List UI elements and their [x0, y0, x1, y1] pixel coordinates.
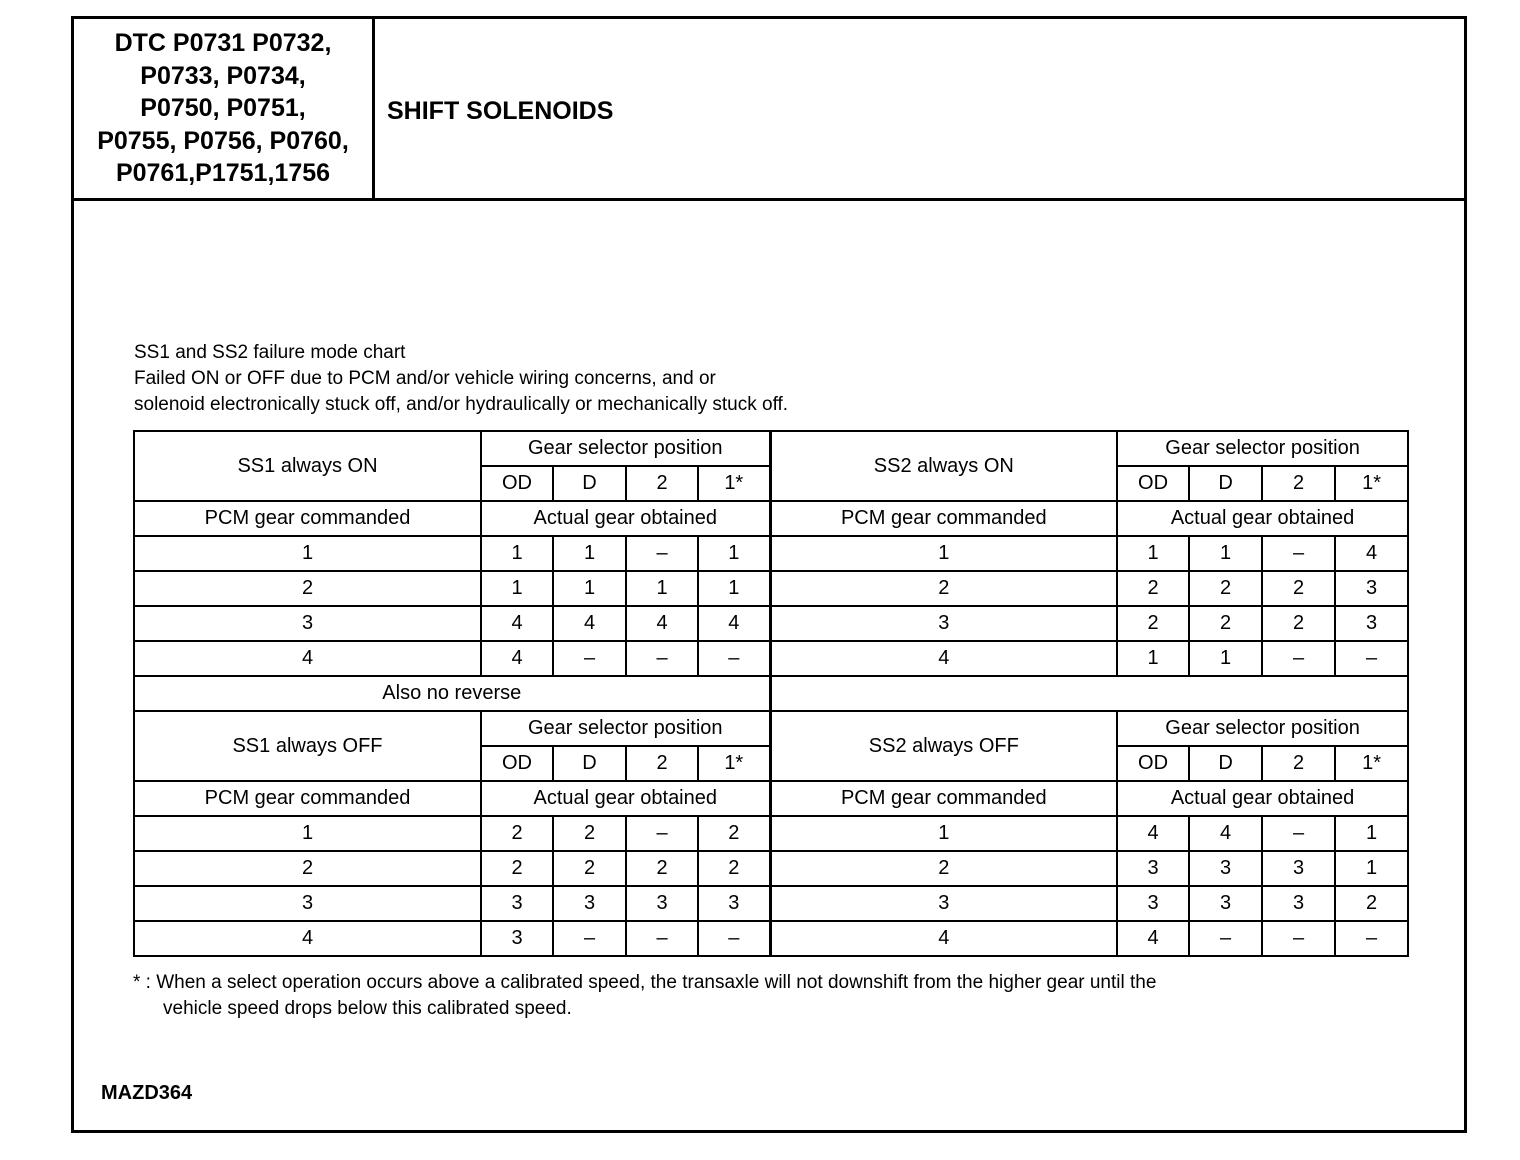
table-cell: 1 — [698, 571, 770, 606]
position-d: D — [553, 466, 626, 501]
table-cell: 2 — [770, 571, 1117, 606]
table-cell: 3 — [770, 886, 1117, 921]
description-line: SS1 and SS2 failure mode chart — [134, 342, 406, 363]
table-cell: 4 — [698, 606, 770, 641]
table-cell: 2 — [1189, 571, 1262, 606]
table-cell: 2 — [1262, 606, 1335, 641]
table-row — [134, 886, 1408, 921]
table-cell: 2 — [770, 851, 1117, 886]
position-1: 1* — [1335, 466, 1408, 501]
table-cell: 2 — [553, 851, 626, 886]
description-line: solenoid electronically stuck off, and/or hydraulically or mechanically stuck off. — [134, 394, 789, 415]
pcm-gear-header: PCM gear commanded — [134, 781, 481, 816]
gear-selector-header: Gear selector position — [481, 431, 770, 466]
table-cell: 1 — [626, 571, 698, 606]
table-cell: 3 — [1335, 606, 1408, 641]
pcm-gear-header: PCM gear commanded — [770, 501, 1117, 536]
blank-cell — [770, 676, 1408, 711]
table-cell: 1 — [1189, 536, 1262, 571]
table-cell: 1 — [553, 536, 626, 571]
table-row — [134, 571, 1408, 606]
position-d: D — [553, 746, 626, 781]
position-1: 1* — [698, 466, 770, 501]
table-cell: 4 — [1117, 816, 1189, 851]
gear-selector-header: Gear selector position — [1117, 431, 1408, 466]
table-cell: 3 — [481, 886, 553, 921]
table-row — [134, 431, 1408, 466]
pcm-gear-header: PCM gear commanded — [134, 501, 481, 536]
table-cell: 2 — [481, 816, 553, 851]
table-cell: 3 — [626, 886, 698, 921]
page-title: SHIFT SOLENOIDS — [387, 97, 614, 125]
table-cell: 1 — [1117, 641, 1189, 676]
actual-gear-header: Actual gear obtained — [481, 501, 770, 536]
table-cell: – — [698, 921, 770, 956]
position-od: OD — [481, 466, 553, 501]
table-cell: 1 — [1335, 851, 1408, 886]
table-cell: 2 — [1117, 571, 1189, 606]
ss1-off-title: SS1 always OFF — [134, 711, 481, 781]
position-od: OD — [1117, 746, 1189, 781]
table-cell: – — [626, 536, 698, 571]
table-cell: 4 — [481, 606, 553, 641]
gear-selector-header: Gear selector position — [1117, 711, 1408, 746]
table-cell: 4 — [770, 921, 1117, 956]
table-cell: – — [626, 921, 698, 956]
position-1: 1* — [1335, 746, 1408, 781]
table-cell: 1 — [553, 571, 626, 606]
actual-gear-header: Actual gear obtained — [1117, 781, 1408, 816]
table-cell: 1 — [1335, 816, 1408, 851]
table-cell: – — [553, 641, 626, 676]
table-cell: 2 — [626, 851, 698, 886]
footnote — [133, 970, 1156, 1022]
table-cell: – — [1262, 921, 1335, 956]
table-cell: 3 — [1117, 851, 1189, 886]
table-cell: 2 — [553, 816, 626, 851]
actual-gear-header: Actual gear obtained — [481, 781, 770, 816]
table-row — [134, 536, 1408, 571]
table-cell: 2 — [481, 851, 553, 886]
header-row — [74, 19, 1464, 201]
table-cell: 1 — [698, 536, 770, 571]
table-cell: 3 — [1117, 886, 1189, 921]
table-cell: 2 — [698, 851, 770, 886]
dtc-codes: DTC P0731 P0732, P0733, P0734, P0750, P0751, P0755, P0756, P0760, P0761,P1751,1756 — [97, 29, 349, 188]
table-cell: 1 — [481, 571, 553, 606]
table-row — [134, 641, 1408, 676]
ss2-on-title: SS2 always ON — [770, 431, 1117, 501]
table-cell: 2 — [1262, 571, 1335, 606]
table-cell: – — [553, 921, 626, 956]
table-cell: 2 — [1117, 606, 1189, 641]
description-line: Failed ON or OFF due to PCM and/or vehicle wiring concerns, and or — [134, 368, 716, 389]
chart-description — [134, 340, 788, 418]
position-2: 2 — [626, 746, 698, 781]
table-cell: 1 — [770, 536, 1117, 571]
table-cell: 3 — [481, 921, 553, 956]
table-cell: – — [1335, 641, 1408, 676]
ss2-off-title: SS2 always OFF — [770, 711, 1117, 781]
table-cell: 4 — [1335, 536, 1408, 571]
position-od: OD — [1117, 466, 1189, 501]
table-cell: 3 — [1335, 571, 1408, 606]
actual-gear-header: Actual gear obtained — [1117, 501, 1408, 536]
figure-code: MAZD364 — [101, 1082, 193, 1104]
table-cell: 1 — [1189, 641, 1262, 676]
table-cell: 3 — [698, 886, 770, 921]
table-row — [134, 816, 1408, 851]
footnote-line: vehicle speed drops below this calibrated speed. — [163, 998, 572, 1019]
table-cell: 3 — [1262, 886, 1335, 921]
table-cell: 1 — [134, 816, 481, 851]
pcm-gear-header: PCM gear commanded — [770, 781, 1117, 816]
table-cell: – — [1262, 641, 1335, 676]
gear-selector-header: Gear selector position — [481, 711, 770, 746]
table-cell: 2 — [1335, 886, 1408, 921]
position-2: 2 — [1262, 466, 1335, 501]
table-cell: 4 — [626, 606, 698, 641]
footnote-line: * : When a select operation occurs above a calibrated speed, the transaxle will not downshift from the higher gear until the — [133, 972, 1157, 993]
table-cell: 4 — [134, 641, 481, 676]
table-cell: 4 — [481, 641, 553, 676]
table-cell: 3 — [1262, 851, 1335, 886]
table-cell: 3 — [134, 606, 481, 641]
table-cell: 3 — [553, 886, 626, 921]
table-row — [134, 851, 1408, 886]
table-cell: – — [698, 641, 770, 676]
table-cell: 4 — [770, 641, 1117, 676]
table-cell: 1 — [770, 816, 1117, 851]
position-1: 1* — [698, 746, 770, 781]
table-cell: – — [626, 641, 698, 676]
table-cell: 3 — [134, 886, 481, 921]
table-cell: 4 — [134, 921, 481, 956]
table-cell: 2 — [1189, 606, 1262, 641]
dtc-code-cell — [74, 19, 375, 198]
position-d: D — [1189, 746, 1262, 781]
table-row — [134, 501, 1408, 536]
table-cell: – — [1262, 816, 1335, 851]
table-row — [134, 921, 1408, 956]
table-cell: 2 — [698, 816, 770, 851]
position-d: D — [1189, 466, 1262, 501]
table-cell: 4 — [553, 606, 626, 641]
table-row — [134, 711, 1408, 746]
table-cell: 2 — [134, 851, 481, 886]
no-reverse-note: Also no reverse — [134, 676, 770, 711]
table-cell: – — [1335, 921, 1408, 956]
table-row — [134, 781, 1408, 816]
ss1-on-title: SS1 always ON — [134, 431, 481, 501]
table-cell: 3 — [1189, 886, 1262, 921]
table-cell: – — [1262, 536, 1335, 571]
table-row — [134, 606, 1408, 641]
table-cell: 4 — [1189, 816, 1262, 851]
table-row — [134, 676, 1408, 711]
table-cell: 2 — [134, 571, 481, 606]
table-cell: – — [1189, 921, 1262, 956]
table-cell: 1 — [134, 536, 481, 571]
table-cell: 1 — [1117, 536, 1189, 571]
table-cell: 3 — [1189, 851, 1262, 886]
position-2: 2 — [1262, 746, 1335, 781]
failure-mode-chart — [133, 430, 1409, 957]
position-2: 2 — [626, 466, 698, 501]
table-cell: 4 — [1117, 921, 1189, 956]
position-od: OD — [481, 746, 553, 781]
table-cell: 3 — [770, 606, 1117, 641]
table-cell: – — [626, 816, 698, 851]
table-cell: 1 — [481, 536, 553, 571]
